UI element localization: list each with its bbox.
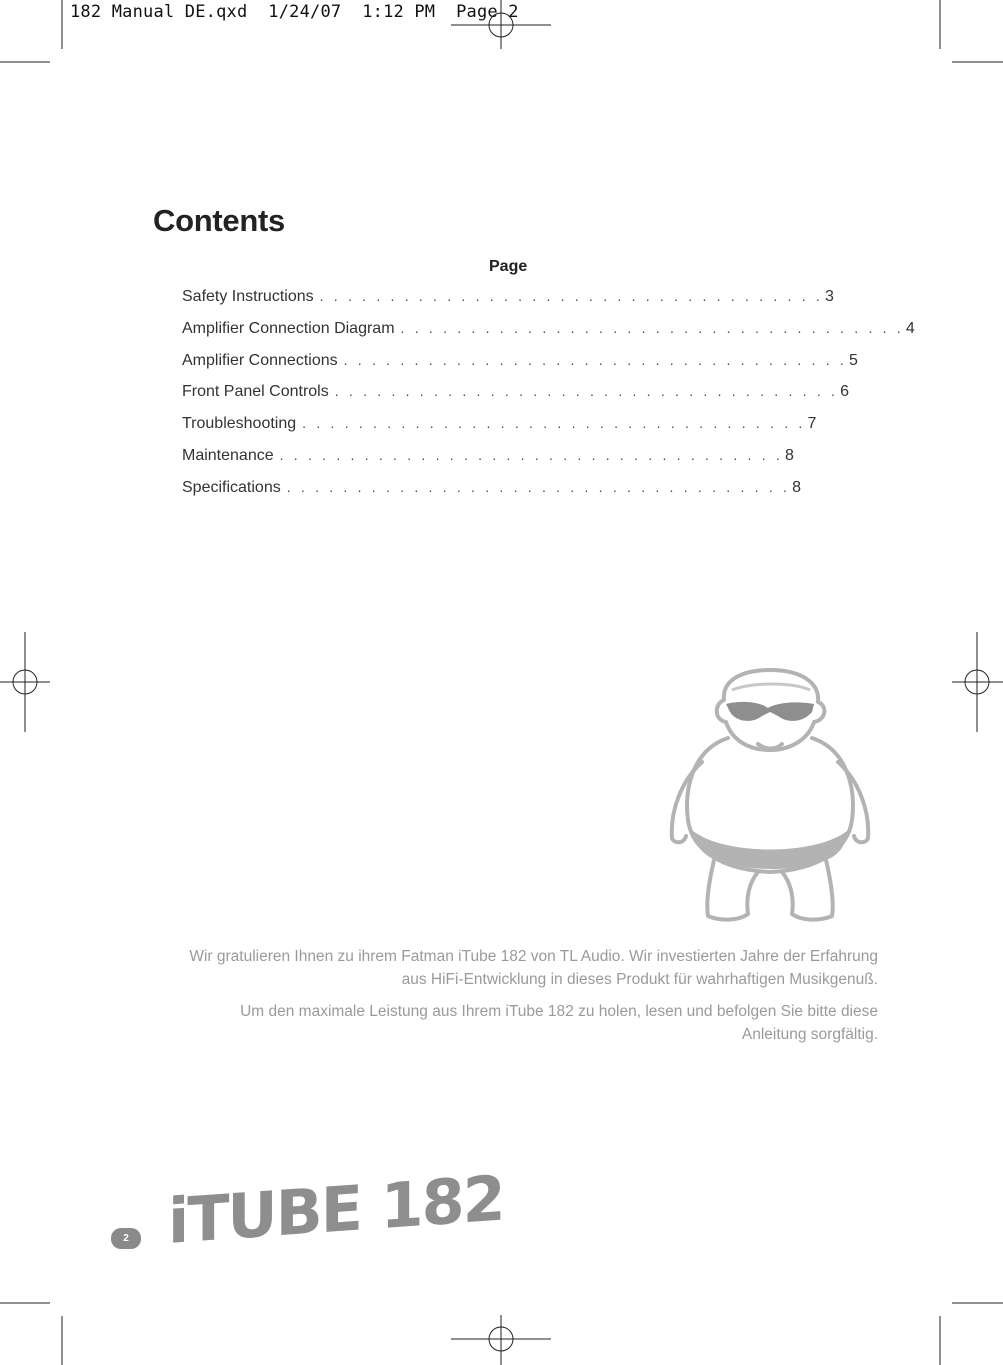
intro-paragraph-2: Um den maximale Leistung aus Ihrem iTube 182 zu holen, lesen und befolgen Sie bitte diese Anleitung sorgfältig. — [240, 1003, 878, 1043]
toc-leader-dots: . . . . . . . . . . . . . . . . . . . . . . . . . . . . . . . . . . . . — [343, 351, 847, 368]
fatman-mascot-icon — [662, 660, 882, 930]
table-of-contents — [182, 288, 915, 511]
toc-entry-page: 8 — [785, 446, 794, 464]
toc-entry-page: 6 — [840, 383, 850, 401]
toc-entry-label: Front Panel Controls — [182, 383, 329, 401]
registration-mark-icon — [0, 632, 50, 732]
toc-leader-dots: . . . . . . . . . . . . . . . . . . . . . . . . . . . . . . . . . . . . — [286, 478, 791, 495]
toc-leader-dots: . . . . . . . . . . . . . . . . . . . . . . . . . . . . . . . . . . . . — [400, 319, 904, 336]
toc-entry-label: Specifications — [182, 478, 281, 496]
intro-paragraph-1: Wir gratulieren Ihnen zu ihrem Fatman iTube 182 von TL Audio. Wir investierten Jahre der Erfahrung aus HiFi-Entwicklung in dieses Produkt für wahrhaftigen Musikgenuß. — [189, 948, 878, 988]
toc-entry-label: Safety Instructions — [182, 288, 314, 305]
toc-entry[interactable] — [182, 351, 858, 384]
toc-entry-label: Troubleshooting — [182, 415, 297, 433]
toc-entry-page: 7 — [807, 415, 817, 433]
toc-entry[interactable] — [182, 288, 834, 320]
toc-entry-page: 5 — [849, 351, 858, 369]
toc-leader-dots: . . . . . . . . . . . . . . . . . . . . . . . . . . . . . . . . . . . . — [319, 288, 823, 304]
slug-page: Page 2 — [456, 2, 519, 22]
toc-entry-label: Amplifier Connections — [182, 351, 338, 369]
toc-page-column-header: Page — [489, 258, 528, 275]
slug-date: 1/24/07 — [268, 2, 342, 22]
toc-entry[interactable] — [182, 415, 817, 447]
slug-file: 182 Manual DE.qxd — [70, 2, 248, 22]
page-number-badge: 2 — [111, 1228, 141, 1249]
toc-entry-page: 8 — [792, 478, 801, 496]
toc-entry-label: Amplifier Connection Diagram — [182, 319, 395, 337]
toc-entry[interactable] — [182, 383, 850, 415]
toc-leader-dots: . . . . . . . . . . . . . . . . . . . . . . . . . . . . . . . . . . . . — [279, 446, 783, 463]
itube-logo: iTUBE 182 — [168, 1161, 504, 1258]
toc-entry[interactable] — [182, 319, 915, 352]
slug-time: 1:12 PM — [362, 2, 436, 22]
toc-leader-dots: . . . . . . . . . . . . . . . . . . . . . . . . . . . . . . . . . . . . — [334, 383, 839, 400]
registration-mark-icon — [451, 1315, 551, 1365]
registration-mark-icon — [952, 632, 1003, 732]
toc-entry-label: Maintenance — [182, 446, 274, 464]
toc-entry-page: 4 — [905, 319, 915, 337]
toc-entry[interactable] — [182, 446, 794, 479]
toc-entry-page: 3 — [825, 288, 834, 305]
page-title: Contents — [153, 203, 285, 238]
toc-leader-dots: . . . . . . . . . . . . . . . . . . . . . . . . . . . . . . . . . . . . — [302, 415, 806, 432]
toc-entry[interactable] — [182, 478, 801, 511]
registration-mark-icon — [451, 0, 551, 49]
